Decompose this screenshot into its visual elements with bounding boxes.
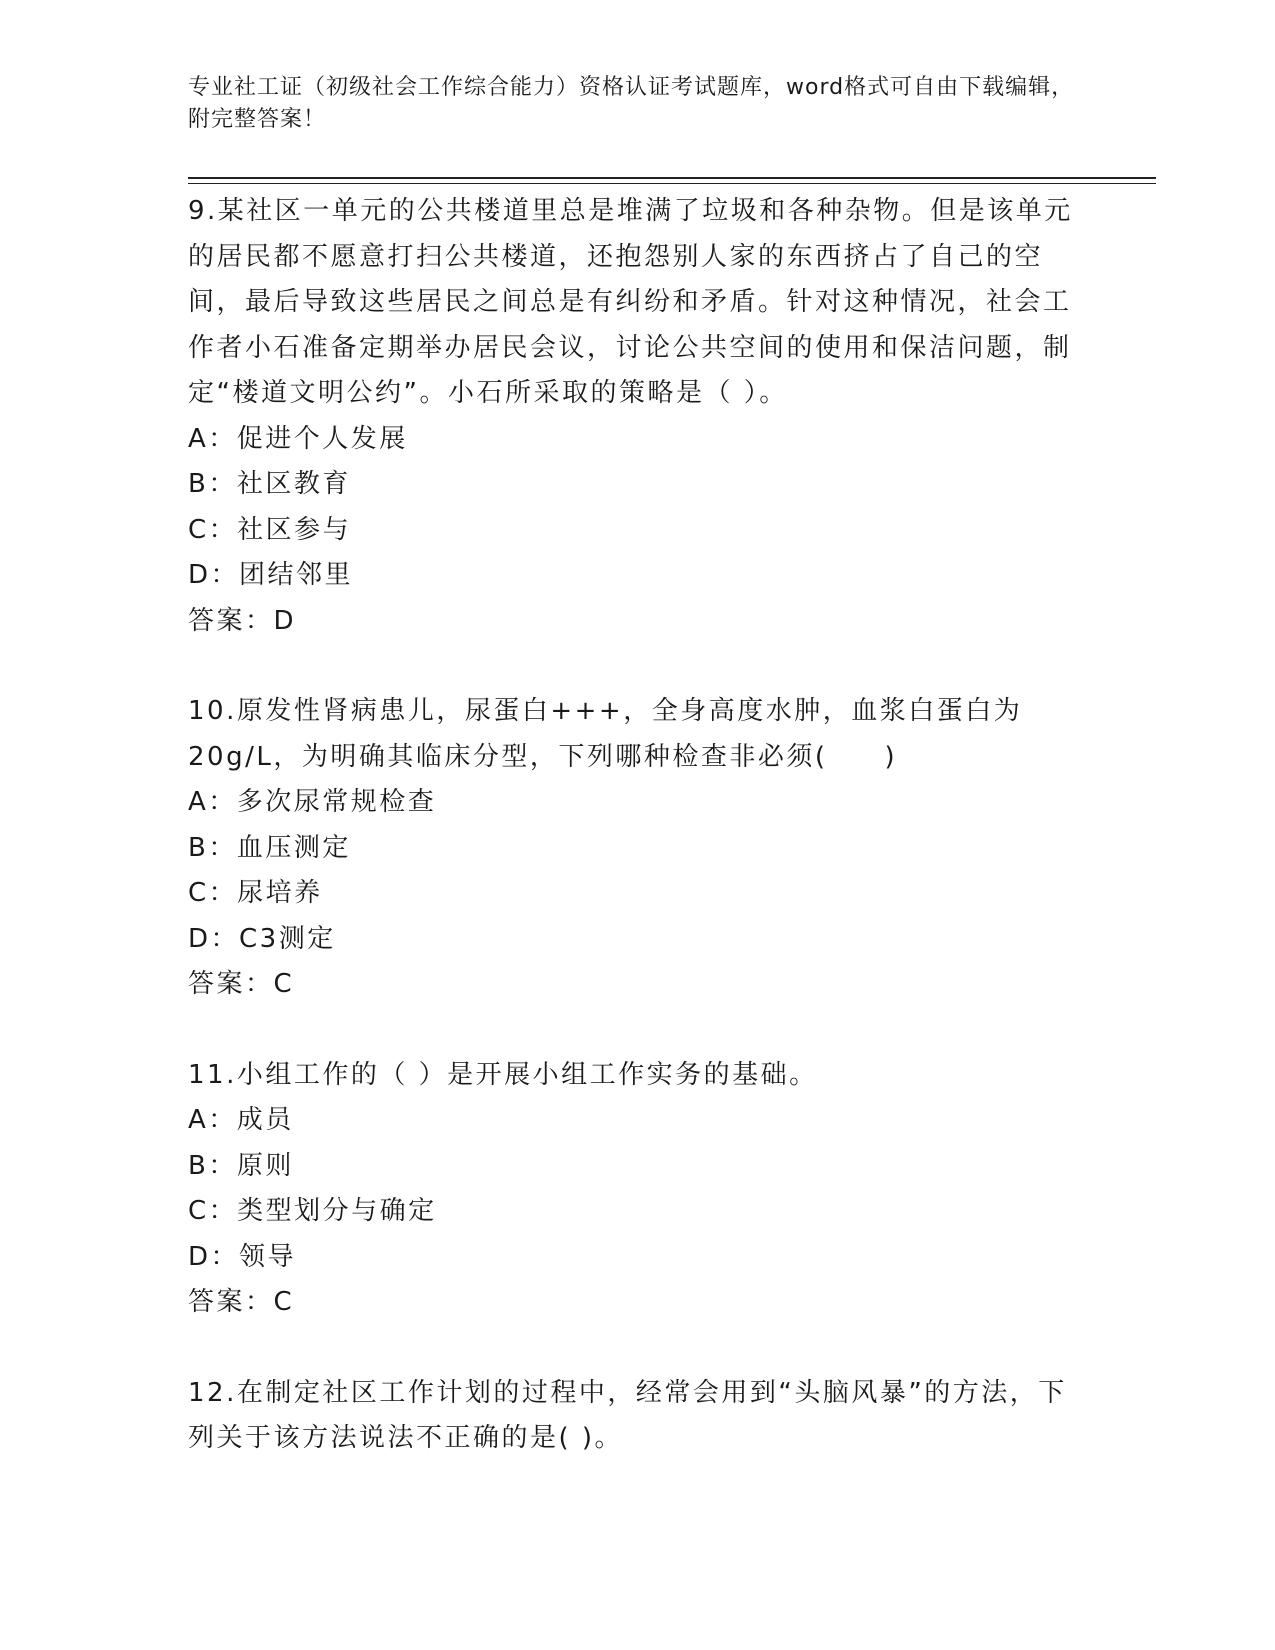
question-gap xyxy=(188,1326,1088,1371)
option-b: B：社区教育 xyxy=(188,469,351,499)
option-c: C：类型划分与确定 xyxy=(188,1196,437,1226)
question-11 xyxy=(188,1053,1088,1326)
header-divider-thin xyxy=(188,183,1156,184)
question-gap xyxy=(188,1008,1088,1053)
header-divider-thick xyxy=(188,177,1156,179)
option-a: A：多次尿常规检查 xyxy=(188,787,437,817)
option-b: B：血压测定 xyxy=(188,832,351,863)
question-text: 9.某社区一单元的公共楼道里总是堆满了垃圾和各种杂物。但是该单元的居民都不愿意打扫公共楼道，还抱怨别人家的东西挤占了自己的空间，最后导致这些居民之间总是有纠纷和矛盾。针对这种情况，社会工作者小石准备定期举办居民会议，讨论公共空间的使用和保洁问题，制定“楼道文明公约”。小石所采取的策略是（ ）。 xyxy=(188,196,1073,408)
question-10 xyxy=(188,689,1088,1008)
option-d: D：领导 xyxy=(188,1241,297,1272)
option-b: B：原则 xyxy=(188,1150,294,1181)
question-text: 11.小组工作的（ ）是开展小组工作实务的基础。 xyxy=(188,1059,818,1090)
question-text: 10.原发性肾病患儿，尿蛋白+++，全身高度水肿，血浆白蛋白为20g/L，为明确其临床分型，下列哪种检查非必须( ) xyxy=(188,696,1023,772)
answer: 答案：C xyxy=(188,1287,295,1317)
answer: 答案：D xyxy=(188,605,297,636)
question-list xyxy=(188,189,1088,1462)
option-a: A：成员 xyxy=(188,1105,294,1135)
question-gap xyxy=(188,644,1088,689)
option-d: D：团结邻里 xyxy=(188,560,354,590)
option-c: C：尿培养 xyxy=(188,878,323,908)
option-a: A：促进个人发展 xyxy=(188,423,408,454)
answer: 答案：C xyxy=(188,969,295,999)
page-header: 专业社工证（初级社会工作综合能力）资格认证考试题库，word格式可自由下载编辑，附完整答案！ xyxy=(188,75,1075,132)
option-c: C：社区参与 xyxy=(188,514,352,545)
question-12 xyxy=(188,1371,1088,1462)
question-9 xyxy=(188,189,1088,644)
question-text: 12.在制定社区工作计划的过程中，经常会用到“头脑风暴”的方法，下列关于该方法说法不正确的是( )。 xyxy=(188,1377,1067,1453)
option-d: D：C3测定 xyxy=(188,923,336,954)
